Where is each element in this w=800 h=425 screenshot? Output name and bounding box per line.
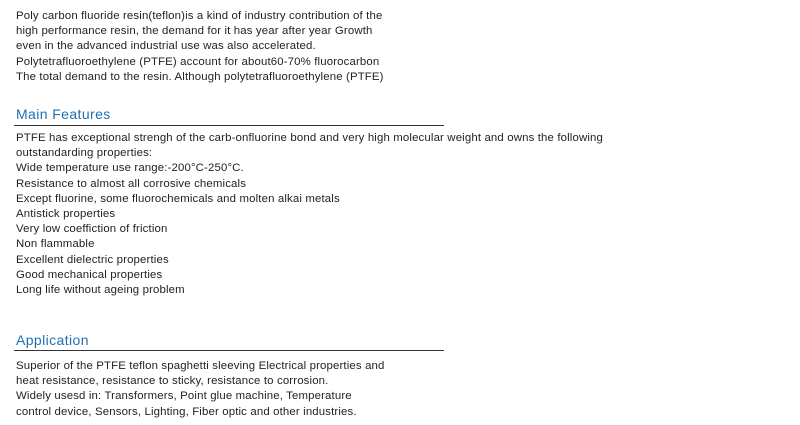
application-divider (14, 350, 444, 351)
feature-line: PTFE has exceptional strengh of the carb-onfluorine bond and very high molecular weight and owns the following (16, 132, 603, 144)
application-line: control device, Sensors, Lighting, Fiber optic and other industries. (16, 405, 357, 418)
feature-line: Antistick properties (16, 208, 116, 221)
main-features-heading: Main Features (16, 106, 111, 122)
intro-line: even in the advanced industrial use was also accelerated. (16, 40, 316, 53)
application-line: Widely usesd in: Transformers, Point glue machine, Temperature (16, 390, 352, 403)
intro-paragraph (16, 9, 384, 85)
application-line: heat resistance, resistance to sticky, resistance to corrosion. (16, 375, 329, 388)
feature-line: Excellent dielectric properties (16, 253, 169, 266)
intro-line: high performance resin, the demand for it has year after year Growth (16, 25, 373, 38)
feature-line: Very low coeffiction of friction (16, 223, 168, 236)
application-paragraph (16, 359, 385, 420)
main-features-list (16, 131, 603, 298)
intro-line: Poly carbon fluoride resin(teflon)is a kind of industry contribution of the (16, 10, 383, 22)
application-heading: Application (16, 332, 89, 348)
intro-line: Polytetrafluoroethylene (PTFE) account for about60-70% fluorocarbon (16, 55, 380, 68)
application-line: Superior of the PTFE teflon spaghetti sleeving Electrical properties and (16, 360, 385, 372)
feature-line: Good mechanical properties (16, 268, 163, 281)
feature-line: Wide temperature use range:-200°C-250°C. (16, 162, 244, 175)
feature-line: Long life without ageing problem (16, 284, 185, 297)
feature-line: outstandarding properties: (16, 147, 153, 160)
intro-line: The total demand to the resin. Although polytetrafluoroethylene (PTFE) (16, 70, 384, 83)
main-features-divider (14, 125, 444, 126)
feature-line: Non flammable (16, 238, 95, 251)
feature-line: Except fluorine, some fluorochemicals and molten alkai metals (16, 192, 340, 205)
feature-line: Resistance to almost all corrosive chemicals (16, 177, 247, 190)
